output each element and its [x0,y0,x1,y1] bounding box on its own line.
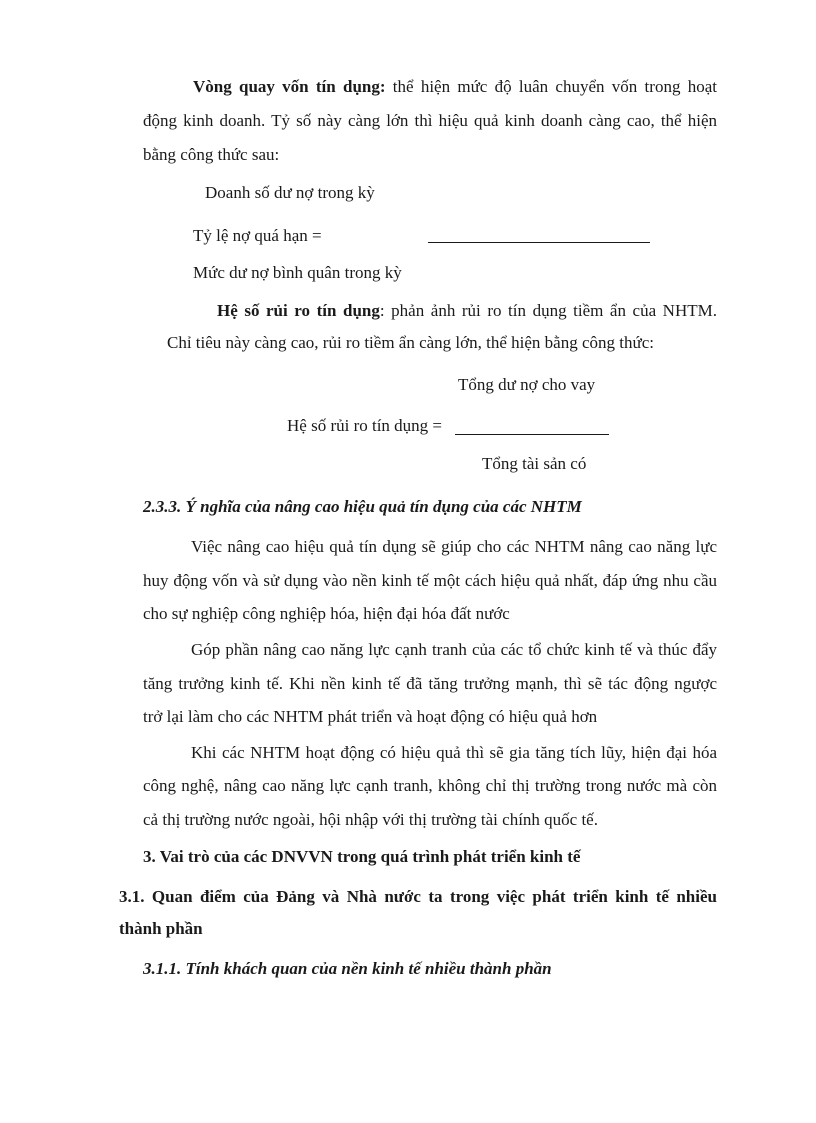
text-span: thể hiện mức độ luân chuyển vốn trong hoạt [385,77,717,96]
paragraph-line: cho sự nghiệp công nghiệp hóa, hiện đại hóa đất nước [143,604,510,623]
paragraph-line [217,300,717,322]
paragraph-line: động kinh doanh. Tỷ số này càng lớn thì hiệu quả kinh doanh càng cao, thể hiện [143,111,717,130]
term-vong-quay: Vòng quay vốn tín dụng: [193,77,386,96]
paragraph-line: bằng công thức sau: [143,145,280,164]
term-he-so-rui-ro: Hệ số rủi ro tín dụng [217,301,380,320]
section-heading-2-3-3: 2.3.3. Ý nghĩa của nâng cao hiệu quả tín dụng của các NHTM [143,497,582,516]
paragraph-line [193,76,717,98]
formula-label: Hệ số rủi ro tín dụng = [287,416,443,435]
formula-denominator: Mức dư nợ bình quân trong kỳ [193,263,402,282]
paragraph-line: cả thị trường nước ngoài, hội nhập với thị trường tài chính quốc tế. [143,810,598,829]
section-heading-3: 3. Vai trò của các DNVVN trong quá trình phát triển kinh tế [143,847,581,866]
paragraph-line: tăng trưởng kinh tế. Khi nền kinh tế đã tăng trưởng mạnh, thì sẽ tác động ngược [143,674,717,693]
text-span: : phản ảnh rủi ro tín dụng tiềm ẩn của NHTM. [379,301,717,320]
paragraph-line: Góp phần nâng cao năng lực cạnh tranh của các tổ chức kinh tế và thúc đẩy [191,640,717,659]
formula-numerator: Doanh số dư nợ trong kỳ [205,183,375,202]
paragraph-line: Chỉ tiêu này càng cao, rủi ro tiềm ẩn càng lớn, thể hiện bằng công thức: [167,333,654,352]
paragraph-line: trở lại làm cho các NHTM phát triển và hoạt động có hiệu quả hơn [143,707,598,726]
fraction-line [428,242,650,243]
paragraph-line: huy động vốn và sử dụng vào nền kinh tế một cách hiệu quả nhất, đáp ứng nhu cầu [143,571,717,590]
formula-label: Tỷ lệ nợ quá hạn = [193,226,322,245]
section-heading-3-1-1: 3.1.1. Tính khách quan của nền kinh tế nhiều thành phần [143,959,552,978]
formula-denominator: Tổng tài sản có [482,454,587,473]
section-heading-3-1-cont: thành phần [119,919,203,938]
fraction-line [455,434,609,435]
section-heading-3-1: 3.1. Quan điểm của Đảng và Nhà nước ta trong việc phát triển kinh tế nhiều [119,887,717,906]
paragraph-line: Việc nâng cao hiệu quả tín dụng sẽ giúp cho các NHTM nâng cao năng lực [191,537,717,556]
paragraph-line: công nghệ, nâng cao năng lực cạnh tranh, không chỉ thị trường trong nước mà còn [143,776,717,795]
paragraph-line: Khi các NHTM hoạt động có hiệu quả thì sẽ gia tăng tích lũy, hiện đại hóa [191,743,717,762]
formula-numerator: Tổng dư nợ cho vay [458,375,596,394]
